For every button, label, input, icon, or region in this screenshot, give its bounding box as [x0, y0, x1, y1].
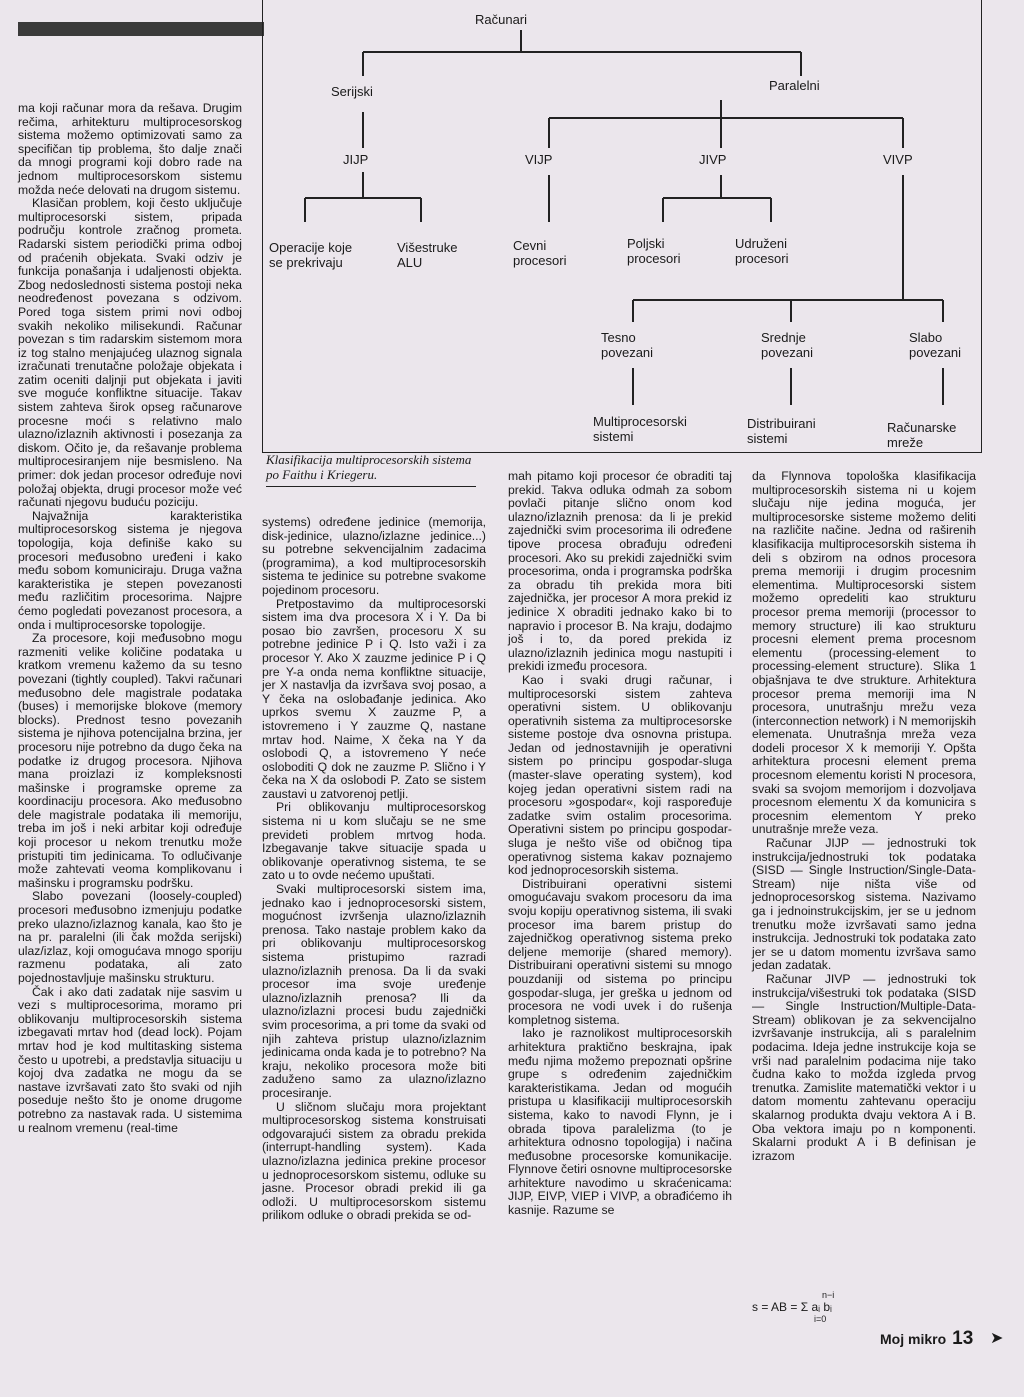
- paragraph: Slabo povezani (loosely-coupled) procesori međusobno izmenjuju podatke preko ulazno/izlaznog kanala, kao što je na pr. paralelni (ili čak možda serijski) ulaz/izlaz, koji omogućava mnogo sporiju razmenu podataka, ali zato pojednostavljuje mašinsku strukturu.: [18, 889, 242, 985]
- node-field-processors: Poljski procesori: [627, 236, 681, 266]
- paragraph: mah pitamo koji procesor će obraditi taj prekid. Takva odluka odmah za sobom povlači pitanje slično onom kod ulazno/izlaznih prenosa: da li je prekid zajednički svim procesorima ili određene tipove procesa obrađuju određeni procesori. Ako su prekidi zajednički svim procesorima, onda i programska podrška za obradu tih prekida mora biti zajednička, jer procesor A mora prekid iz jedinice X obraditi jednako kako bi to napravio i procesor B. Na kraju, dodajmo još i to, da pored prekida iz ulazno/izlaznih jedinica mogu nastupiti i prekidi između procesora.: [508, 469, 732, 674]
- node-multi-alu: Višestruke ALU: [397, 240, 458, 270]
- paragraph: U sličnom slučaju mora projektant multiprocesorskog sistema konstruisati odgovarajući sistem za obradu prekida (interrupt-handling system). Kada ulazno/izlazna jedinica prekine procesor u jednoprocesorskom sistemu, odluke su jasne. Procesor obradi prekid ili ga odloži. U multiprocesorskom sistemu prilikom odluke o obradi prekida se od-: [262, 1099, 486, 1223]
- paragraph: Pri oblikovanju multiprocesorskog sistema ni u kom slučaju se ne sme prevideti problem mrtvog hoda. Izbegavanje takve situacije spada u oblikovanje operativnog sistema, te se zato u to ovde nećemo upuštati.: [262, 800, 486, 883]
- paragraph: Iako je raznolikost multiprocesorskih arhitektura praktično beskrajna, ipak među njima možemo prepoznati opšrine grupe s određenim zajedničkim karakteristikama. Jedan od mogućih pristupa u klasifikaciji multiprocesorskih sistema, kako to navodi Flynn, je i obrada tipova paralelizma (to je arhitektura odnosno topologija) i načina međusobne procesorske komunikacije. Flynnove četiri osnovne multiprocesorske arhitekture navodimo u skraćenicama: JIJP, EIVP, VIEP i VIVP, a obrađićemo ih kasnije. Razume se: [508, 1026, 732, 1218]
- node-jijp: JIJP: [343, 152, 369, 167]
- paragraph: da Flynnova topološka klasifikacija multiprocesorskih sistema ni u kojem slučaju nije jedina moguća, jer multiprocesorske sisteme možemo deliti na različite načine. Jedna od raširenih klasifikacija multiprocesorskih sistema ih deli s obzirom na odnos procesora prema memoriji i drugim procesnim elementima. Multiprocesorski sistem možemo opredeliti kao strukturu procesor prema memoriji (processor to memory structure) ili kao strukturu procesni element prema procesnom elementu (processing-element to processing-element structure). Slika 1 objašnjava te dve strukture. Arhitektura procesor prema memoriji ima N procesora, unutrašnju mrežu veza (interconnection network) i N memorijskih elemenata. Unutrašnja mreža veza dodeli procesor X k memoriji Y. Opšta arhitektura procesni element prema procesnom elementu koristi N procesora, svaki sa svojom memorijom i dozvoljava procesnom elementu X da komunicira s procesnim elementom Y preko unutrašnje mreže veza.: [752, 469, 976, 837]
- node-serijski: Serijski: [331, 84, 373, 99]
- text-column-4: [752, 470, 976, 1163]
- paragraph: Klasičan problem, koji često uključuje multiprocesorski sistem, pripada području kontrole zračnog prometa. Radarski sistem periodički prima odboj od praćenih objekata. Svaki odziv je funkcija ponašanja i udaljenosti objekta. Zbog nedoslednosti sistema postoji neka neodređenost povezana s odzivom. Pored toga sistem primi novi odboj svakih nekoliko milisekundi. Računar povezan s tim radarskim sistemom mora iz tog stalno menjajućeg ulaznog signala izračunati trenutačne položaje objekata i zatim oceniti daljnji put objekata i javiti sve moguće konfliktne situacije. Takav sistem zahteva širok opseg računarove procesne moći s relativno malo ulazno/izlaznih aktivnosti i posezanja za diskom. Očito je, da rešavanje problema multiprocesiranjem nije besmisleno. Na primer: dok jedan procesor određuje novi položaj objekta, drugi procesor može već računati njegovu buduću poziciju.: [18, 196, 242, 510]
- paragraph: systems) određene jedinice (memorija, disk-jedinice, ulazno/izlazne jedinice...) su potrebne sekvencijalnim zadacima (programima), a kod multiprocesorskih sistema te jedinice su potrebne svakome pojedinom procesoru.: [262, 515, 486, 597]
- continue-arrow-icon: ➤: [990, 1330, 1004, 1347]
- node-pipe-processors: Cevni procesori: [513, 238, 567, 268]
- page-footer: [880, 1328, 973, 1350]
- node-multiprocessor-systems: Multiprocesorski sistemi: [593, 414, 687, 444]
- node-associative-processors: Udruženi procesori: [735, 236, 789, 266]
- node-distributed-systems: Distribuirani sistemi: [747, 416, 816, 446]
- text-column-3: [508, 470, 732, 1218]
- formula-lower-limit: i=0: [814, 1314, 827, 1324]
- text-column-2: [262, 516, 486, 1223]
- node-computer-networks: Računarske mreže: [887, 420, 957, 450]
- node-tightly-coupled: Tesno povezani: [601, 330, 654, 360]
- scalar-product-formula: [752, 1290, 834, 1324]
- node-racunari: Računari: [475, 12, 528, 27]
- paragraph: Čak i ako dati zadatak nije sasvim u vezi s multiprocesorima, moramo pri oblikovanju multiprocesorskih sistema izbegavati mrtav hod (dead lock). Pojam mrtav hod je kod multitasking sistema često u upotrebi, a predstavlja situaciju u kojoj dva zadatka ne mogu da se nastave izvršavati zato što svaki od njih poseduje nešto što je onome drugome potrebno za nastavak rada. U sistemima u realnom vremenu (real-time: [18, 984, 242, 1135]
- paragraph: Svaki multiprocesorski sistem ima, jednako kao i jednoprocesorski sistem, mogućnost izvršenja ulazno/izlaznih prenosa. Tako nastaje problem kako da pri oblikovanju multiprocesorskog sistema pristupimo razradi ulazno/izlaznih prenosa. Da li da svaki procesor ima svoje uređenje ulazno/izlaznih prenosa? Ili da ulazno/izlazni procesi budu zajednički svim procesorima, a pri tome da svaki od njih zahteva pristup ulazno/izlaznim jedinicama onda kada je to potrebno? Na kraju, nekoliko procesora može biti zaduženo samo za ulazno/izlazno procesiranje.: [262, 882, 486, 1100]
- header-bar: [18, 22, 264, 36]
- paragraph: Računar JIVP — jednostruki tok instrukcija/višestruki tok podataka (SISD — Single Instruction/Multiple-Data-Stream) oblikovan je za sekvencijalno izvršavanje instrukcija, ali s paralelnim podacima. Ideja jedne instrukcije koja se vrši nad paralelnim podacima nije tako čudna kako to možda izgleda prvog trenutka. Zamislite matematički vektor i u datom momentu zahtevanu operaciju skalarnog produkta dvaju vektora A i B. Oba vektora imaju po n komponenti. Skalarni produkt A i B definisan je izrazom: [752, 971, 976, 1163]
- classification-diagram: [262, 0, 982, 453]
- node-loosely-coupled: Slabo povezani: [909, 330, 962, 360]
- diagram-caption: Klasifikacija multiprocesorskih sistema po Faithu i Kriegeru.: [266, 452, 476, 487]
- text-column-1: [18, 102, 242, 1135]
- page-number: 13: [952, 1328, 974, 1349]
- paragraph: Najvažnija karakteristika multiprocesorskog sistema je njegova topologija, koja definiše kako su procesori međusobno uređeni i kako među sobom komuniciraju. Druga važna karakteristika je stepen povezanosti među različitim procesorima. Najpre ćemo pogledati povezanost procesora, a onda i multiprocesorske topologije.: [18, 508, 242, 632]
- formula-expression: s = AB = Σ aᵢ bᵢ: [752, 1300, 832, 1314]
- paragraph: ma koji računar mora da rešava. Drugim rečima, arhitekturu multiprocesorskog sistema možemo optimizovati samo za specifičan tip problema, što dalje znači da mnogi programi koji dobro rade na jednom multiprocesorskom sistemu možda neće delovati na drugom sistemu.: [18, 101, 242, 197]
- node-vivp: VIVP: [883, 152, 913, 167]
- node-vijp: VIJP: [525, 152, 553, 167]
- formula-upper-limit: n−i: [822, 1290, 835, 1300]
- paragraph: Za procesore, koji međusobno mogu razmeniti velike količine podataka u kratkom vremenu kažemo da su tesno povezani (tightly coupled). Takvi računari međusobno dele magistrale podataka (buses) i memorijske blokove (memory blocks). Prednost tesno povezanih sistema je njihova potencijalna brzina, jer procesoru nije potrebno da dugo čeka na podatke iz drugog procesora. Njihova mana proizlazi iz kompleksnosti mašinske i programske opreme za koordinaciju procesora. Ako međusobno dele magistrale podataka ili memoriju, treba im još i neki arbitar koji određuje koji procesor u nekom trenutku može pristupiti tim jedinicama. To odlučivanje može zahtevati veoma komplikovanu i mašinsku i programsku podršku.: [18, 631, 242, 890]
- diagram-lines: [263, 0, 981, 452]
- node-overlap: Operacije koje se prekrivaju: [269, 240, 353, 270]
- magazine-name: Moj mikro: [880, 1331, 947, 1347]
- node-medium-coupled: Srednje povezani: [761, 330, 814, 360]
- paragraph: Pretpostavimo da multiprocesorski sistem ima dva procesora X i Y. Da bi posao bio završen, procesoru X su potrebne jedinice P i Q. Isto važi i za procesor Y. Ako X zauzme jedinice P i Q pre Y-a onda nema konfliktne situacije, jer X nastavlja da izvršava svoj posao, a Y čeka na oslobađanje jedinica. Ako uprkos svemu X zauzme P, a istovremeno i Y zauzme Q, nastane mrtav hod. Naime, X čeka na Y da oslobodi Q, a istovremeno Y neće osloboditi Q dok ne zauzme P. Slično i Y čeka na X da oslobodi P. Zato se sistem zaustavi u zatvorenoj petlji.: [262, 596, 486, 801]
- paragraph: Distribuirani operativni sistemi omogućavaju svakom procesoru da ima svoju kopiju operativnog sistema, ili svaki procesor ima barem pristup do zajedničkog operativnog sistema preko deljene memorije (shared memory). Distribuirani operativni sistemi su mnogo pouzdaniji od sistema po principu gospodar-sluga, jer greška u jednom od procesora ne vodi uvek i do rušenja kompletnog sistema.: [508, 876, 732, 1027]
- paragraph: Računar JIJP — jednostruki tok instrukcija/jednostruki tok podataka (SISD — Single Instruction/Single-Data-Stream) nije ništa više od jednoprocesorskog sistema. Nazivamo ga i jednoinstrukcijskim, jer se u jednom trenutku može izvršavati samo jedna instrukcija. Jednostruki tok podataka zato jer se u datom momentu izvršava samo jedan zadatak.: [752, 836, 976, 973]
- paragraph: Kao i svaki drugi računar, i multiprocesorski sistem zahteva operativni sistem. U oblikovanju operativnih sistema za multiprocesorske sisteme postoje dva osnovna pristupa. Jedan od jednostavnijih je operativni sistem po principu gospodar-sluga (master-slave operating system), kod kojeg jedan operativni sistem radi na procesoru »gospodar«, koji raspoređuje zadatke svim ostalim procesorima. Operativni sistem po principu gospodar-sluga je nešto više od običnog tipa operativnog sistema kakav poznajemo kod jednoprocesorskih sistema.: [508, 672, 732, 878]
- node-paralelni: Paralelni: [769, 78, 820, 93]
- node-jivp: JIVP: [699, 152, 727, 167]
